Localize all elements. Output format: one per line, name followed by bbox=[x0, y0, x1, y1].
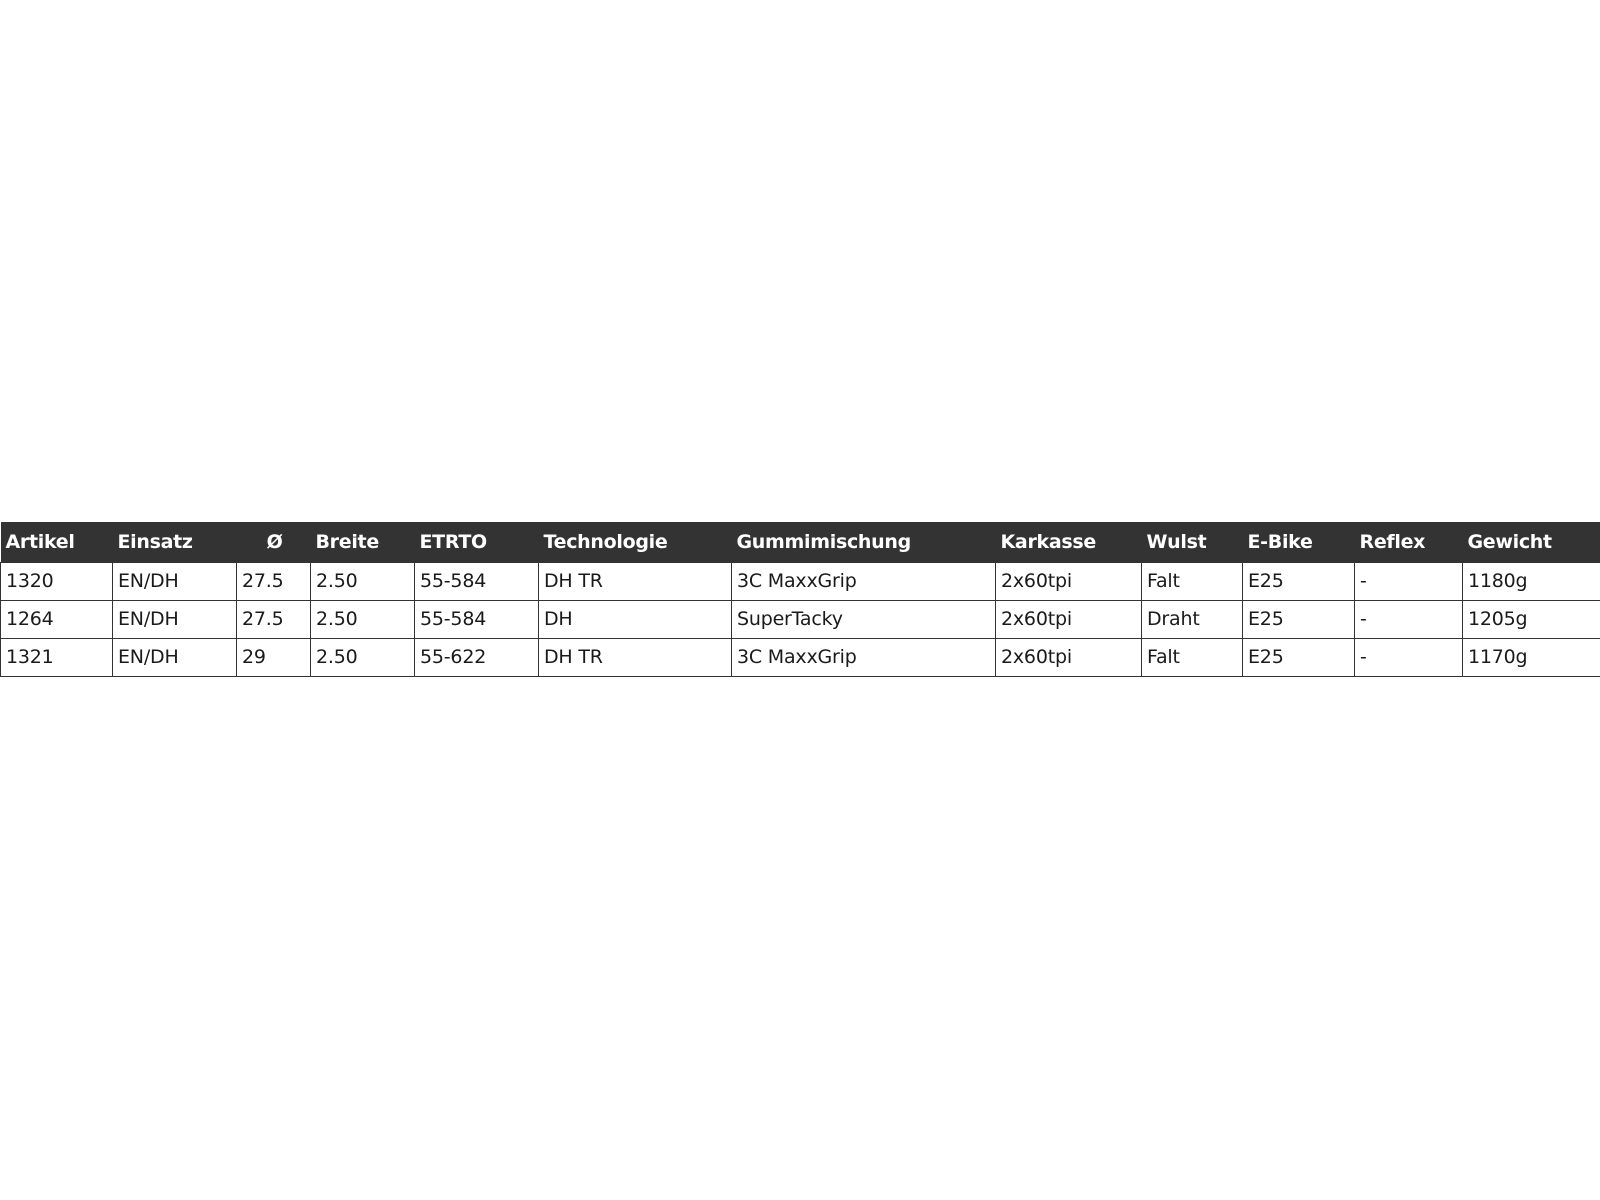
tire-spec-table bbox=[0, 522, 1600, 677]
cell-diameter: 29 bbox=[237, 638, 311, 676]
cell-artikel: 1321 bbox=[1, 638, 113, 676]
cell-gummimischung: 3C MaxxGrip bbox=[732, 562, 996, 600]
table-row bbox=[1, 600, 1600, 638]
table-body bbox=[1, 562, 1600, 676]
header-reflex: Reflex bbox=[1359, 530, 1426, 553]
header-einsatz: Einsatz bbox=[117, 530, 193, 553]
cell-ebike: E25 bbox=[1243, 600, 1355, 638]
header-breite: Breite bbox=[315, 530, 379, 553]
header-karkasse: Karkasse bbox=[1000, 530, 1096, 553]
header-etrto: ETRTO bbox=[419, 530, 487, 553]
cell-karkasse: 2x60tpi bbox=[996, 600, 1142, 638]
cell-breite: 2.50 bbox=[311, 562, 415, 600]
cell-technologie: DH TR bbox=[539, 638, 732, 676]
table-header bbox=[1, 522, 1600, 562]
cell-wulst: Falt bbox=[1142, 638, 1243, 676]
cell-breite: 2.50 bbox=[311, 638, 415, 676]
cell-artikel: 1264 bbox=[1, 600, 113, 638]
cell-gummimischung: SuperTacky bbox=[732, 600, 996, 638]
header-artikel: Artikel bbox=[5, 530, 75, 553]
cell-etrto: 55-584 bbox=[415, 562, 539, 600]
table-row bbox=[1, 638, 1600, 676]
cell-gewicht: 1170g bbox=[1463, 638, 1600, 676]
cell-artikel: 1320 bbox=[1, 562, 113, 600]
cell-wulst: Draht bbox=[1142, 600, 1243, 638]
cell-karkasse: 2x60tpi bbox=[996, 638, 1142, 676]
cell-gewicht: 1205g bbox=[1463, 600, 1600, 638]
cell-ebike: E25 bbox=[1243, 638, 1355, 676]
header-gewicht: Gewicht bbox=[1467, 530, 1552, 553]
cell-einsatz: EN/DH bbox=[113, 562, 237, 600]
cell-gummimischung: 3C MaxxGrip bbox=[732, 638, 996, 676]
cell-einsatz: EN/DH bbox=[113, 600, 237, 638]
header-wulst: Wulst bbox=[1146, 530, 1207, 553]
header-diameter: Ø bbox=[266, 530, 283, 553]
cell-wulst: Falt bbox=[1142, 562, 1243, 600]
cell-reflex: - bbox=[1355, 600, 1463, 638]
table-row bbox=[1, 562, 1600, 600]
cell-technologie: DH TR bbox=[539, 562, 732, 600]
header-row bbox=[1, 522, 1600, 562]
cell-einsatz: EN/DH bbox=[113, 638, 237, 676]
cell-reflex: - bbox=[1355, 562, 1463, 600]
cell-ebike: E25 bbox=[1243, 562, 1355, 600]
cell-gewicht: 1180g bbox=[1463, 562, 1600, 600]
cell-etrto: 55-622 bbox=[415, 638, 539, 676]
cell-breite: 2.50 bbox=[311, 600, 415, 638]
cell-reflex: - bbox=[1355, 638, 1463, 676]
header-technologie: Technologie bbox=[543, 530, 668, 553]
cell-etrto: 55-584 bbox=[415, 600, 539, 638]
cell-karkasse: 2x60tpi bbox=[996, 562, 1142, 600]
header-gummimischung: Gummimischung bbox=[736, 530, 911, 553]
cell-diameter: 27.5 bbox=[237, 600, 311, 638]
cell-diameter: 27.5 bbox=[237, 562, 311, 600]
header-ebike: E-Bike bbox=[1247, 530, 1313, 553]
cell-technologie: DH bbox=[539, 600, 732, 638]
